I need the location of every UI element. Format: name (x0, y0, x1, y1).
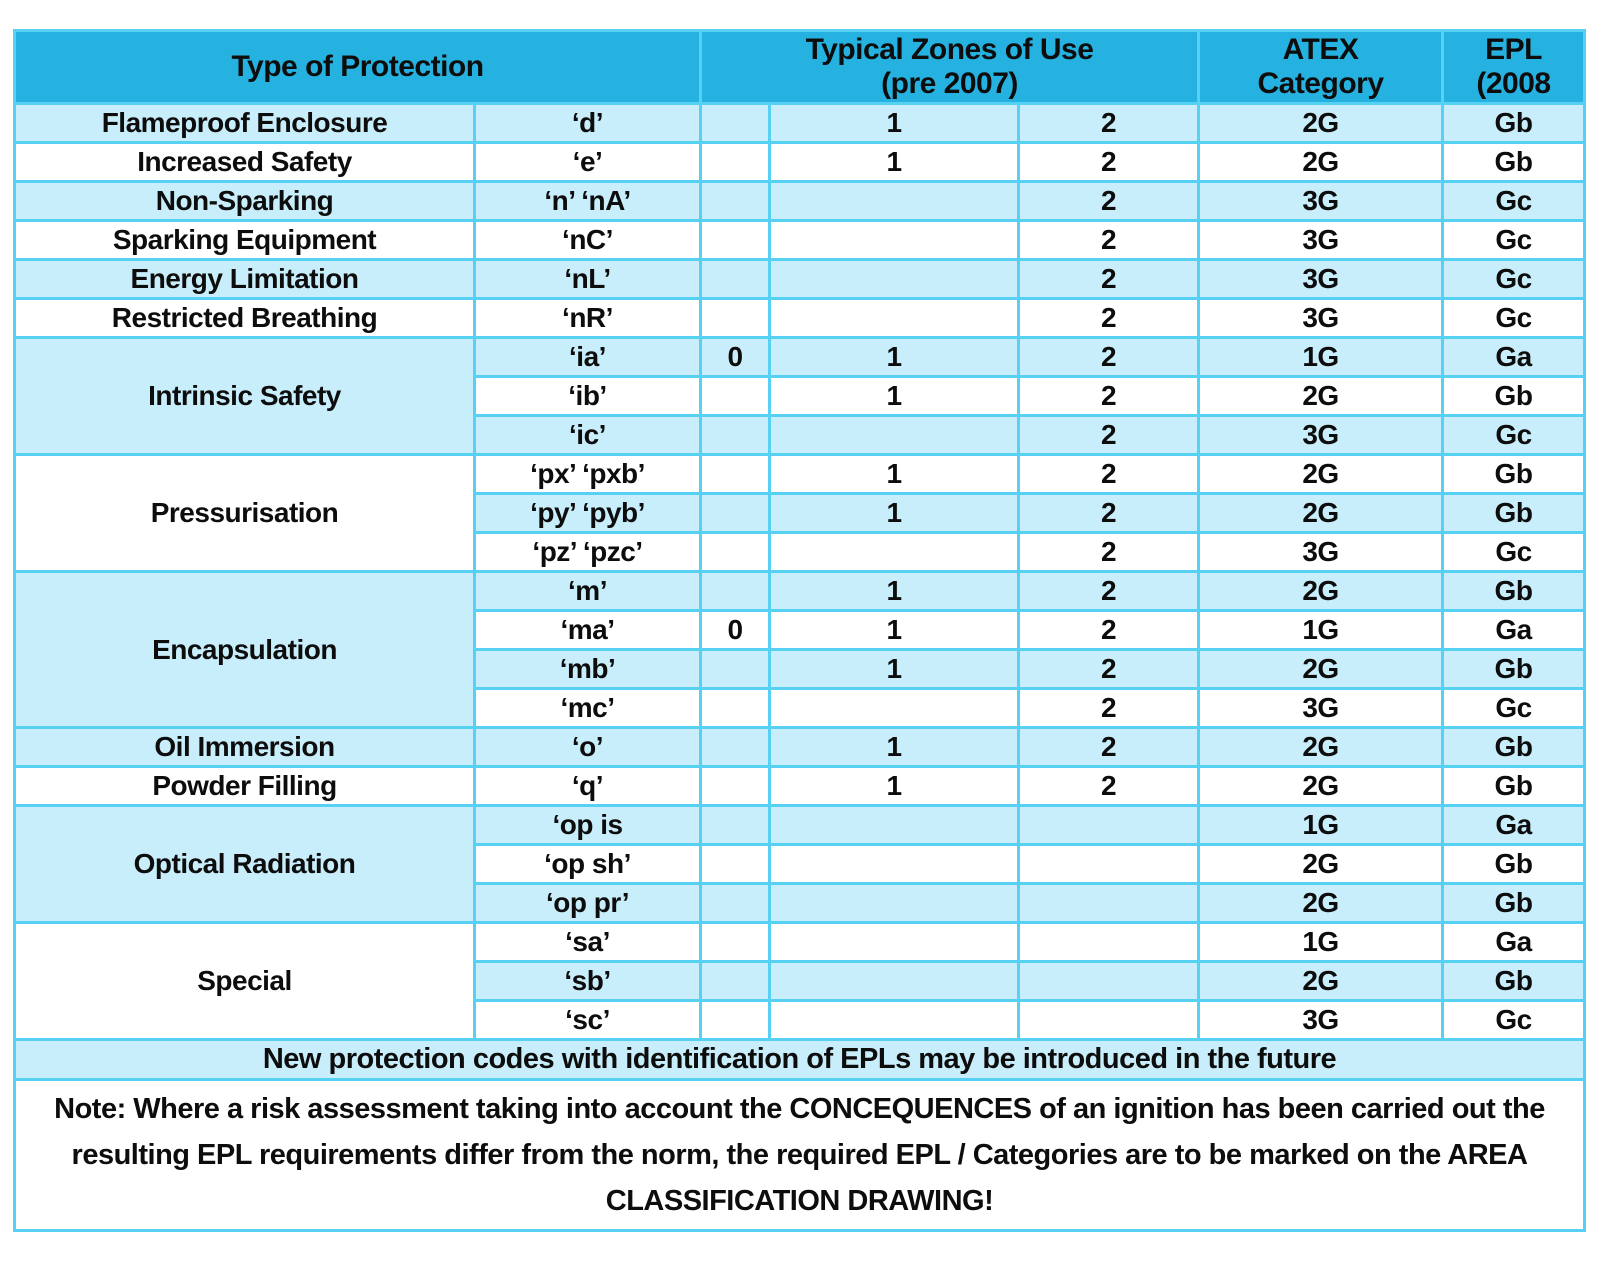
code-cell: ‘px’ ‘pxb’ (475, 455, 701, 494)
zone0-cell (701, 455, 770, 494)
header-atex-line2: Category (1257, 67, 1384, 100)
epl-cell: Ga (1443, 923, 1585, 962)
zone1-cell (770, 884, 1019, 923)
atex-category-cell: 2G (1199, 884, 1443, 923)
zone0-cell (701, 806, 770, 845)
code-cell: ‘q’ (475, 767, 701, 806)
table-row (15, 455, 1585, 494)
table-row (15, 767, 1585, 806)
type-of-protection-cell: Special (15, 923, 475, 1040)
zone1-cell (770, 689, 1019, 728)
zone2-cell (1019, 1001, 1199, 1040)
atex-category-cell: 2G (1199, 455, 1443, 494)
code-cell: ‘mb’ (475, 650, 701, 689)
zone1-cell (770, 845, 1019, 884)
zone1-cell (770, 923, 1019, 962)
zone1-cell: 1 (770, 338, 1019, 377)
code-cell: ‘ic’ (475, 416, 701, 455)
zone0-cell (701, 767, 770, 806)
zone0-cell (701, 221, 770, 260)
atex-category-cell: 3G (1199, 533, 1443, 572)
epl-cell: Gc (1443, 1001, 1585, 1040)
protection-table-body (15, 104, 1585, 1040)
zone0-cell (701, 884, 770, 923)
atex-category-cell: 3G (1199, 1001, 1443, 1040)
code-cell: ‘nR’ (475, 299, 701, 338)
epl-cell: Gb (1443, 494, 1585, 533)
epl-cell: Gc (1443, 182, 1585, 221)
code-cell: ‘nC’ (475, 221, 701, 260)
code-cell: ‘ma’ (475, 611, 701, 650)
atex-category-cell: 3G (1199, 299, 1443, 338)
header-typical-zones (701, 31, 1199, 104)
epl-cell: Gb (1443, 728, 1585, 767)
atex-category-cell: 2G (1199, 728, 1443, 767)
zone1-cell (770, 1001, 1019, 1040)
zone0-cell (701, 299, 770, 338)
epl-cell: Gc (1443, 260, 1585, 299)
epl-cell: Gb (1443, 767, 1585, 806)
epl-cell: Ga (1443, 338, 1585, 377)
type-of-protection-cell: Pressurisation (15, 455, 475, 572)
zone0-cell (701, 962, 770, 1001)
zone1-cell: 1 (770, 143, 1019, 182)
atex-category-cell: 3G (1199, 416, 1443, 455)
zone1-cell: 1 (770, 767, 1019, 806)
epl-cell: Ga (1443, 806, 1585, 845)
zone2-cell: 2 (1019, 767, 1199, 806)
code-cell: ‘op pr’ (475, 884, 701, 923)
zone0-cell (701, 416, 770, 455)
code-cell: ‘ia’ (475, 338, 701, 377)
epl-cell: Gb (1443, 884, 1585, 923)
footer-new-codes-row (15, 1040, 1585, 1080)
footer-note-line1: Note: Where a risk assessment taking into account the CONCEQUENCES of an ignition has been carried out the (54, 1093, 1545, 1125)
zone0-cell (701, 494, 770, 533)
table-row (15, 923, 1585, 962)
zone2-cell (1019, 845, 1199, 884)
zone2-cell: 2 (1019, 611, 1199, 650)
zone0-cell (701, 1001, 770, 1040)
zone1-cell (770, 533, 1019, 572)
zone2-cell (1019, 962, 1199, 1001)
atex-category-cell: 1G (1199, 923, 1443, 962)
zone2-cell: 2 (1019, 299, 1199, 338)
atex-category-cell: 3G (1199, 221, 1443, 260)
zone2-cell: 2 (1019, 728, 1199, 767)
table-row (15, 104, 1585, 143)
atex-category-cell: 2G (1199, 650, 1443, 689)
type-of-protection-cell: Restricted Breathing (15, 299, 475, 338)
header-atex-line1: ATEX (1282, 33, 1359, 66)
zone1-cell (770, 416, 1019, 455)
code-cell: ‘mc’ (475, 689, 701, 728)
zone2-cell: 2 (1019, 494, 1199, 533)
zone2-cell: 2 (1019, 221, 1199, 260)
zone2-cell: 2 (1019, 377, 1199, 416)
atex-category-cell: 3G (1199, 260, 1443, 299)
type-of-protection-cell: Flameproof Enclosure (15, 104, 475, 143)
epl-cell: Gb (1443, 572, 1585, 611)
footer-new-codes-text: New protection codes with identification of EPLs may be introduced in the future (15, 1040, 1585, 1080)
zone1-cell: 1 (770, 494, 1019, 533)
zone1-cell (770, 182, 1019, 221)
atex-category-cell: 2G (1199, 143, 1443, 182)
table-row (15, 572, 1585, 611)
code-cell: ‘m’ (475, 572, 701, 611)
type-of-protection-cell: Increased Safety (15, 143, 475, 182)
epl-cell: Gb (1443, 143, 1585, 182)
zone0-cell (701, 533, 770, 572)
header-epl (1443, 31, 1585, 104)
zone2-cell: 2 (1019, 533, 1199, 572)
zone0-cell: 0 (701, 338, 770, 377)
zone2-cell: 2 (1019, 572, 1199, 611)
zone2-cell (1019, 884, 1199, 923)
footer-note-cell (15, 1080, 1585, 1231)
table-row (15, 143, 1585, 182)
zone1-cell (770, 260, 1019, 299)
footer-note-line3: CLASSIFICATION DRAWING! (605, 1185, 994, 1217)
zone0-cell (701, 143, 770, 182)
table-row (15, 182, 1585, 221)
zone2-cell: 2 (1019, 689, 1199, 728)
code-cell: ‘py’ ‘pyb’ (475, 494, 701, 533)
zone2-cell (1019, 806, 1199, 845)
zone2-cell: 2 (1019, 455, 1199, 494)
epl-cell: Gb (1443, 962, 1585, 1001)
zone0-cell (701, 923, 770, 962)
atex-category-cell: 2G (1199, 845, 1443, 884)
type-of-protection-cell: Oil Immersion (15, 728, 475, 767)
table-row (15, 260, 1585, 299)
code-cell: ‘d’ (475, 104, 701, 143)
atex-category-cell: 1G (1199, 338, 1443, 377)
header-atex-category (1199, 31, 1443, 104)
table-row (15, 299, 1585, 338)
header-type-of-protection (15, 31, 701, 104)
zone2-cell: 2 (1019, 416, 1199, 455)
zone1-cell (770, 221, 1019, 260)
zone2-cell: 2 (1019, 104, 1199, 143)
zone0-cell (701, 260, 770, 299)
epl-cell: Gc (1443, 221, 1585, 260)
type-of-protection-cell: Powder Filling (15, 767, 475, 806)
header-row (15, 31, 1585, 104)
code-cell: ‘sa’ (475, 923, 701, 962)
protection-table (13, 29, 1586, 1232)
header-type-of-protection-label: Type of Protection (231, 50, 484, 83)
zone1-cell: 1 (770, 377, 1019, 416)
code-cell: ‘n’ ‘nA’ (475, 182, 701, 221)
footer-note-row (15, 1080, 1585, 1231)
zone1-cell: 1 (770, 611, 1019, 650)
header-typical-zones-line2: (pre 2007) (881, 67, 1018, 100)
type-of-protection-cell: Sparking Equipment (15, 221, 475, 260)
epl-cell: Gc (1443, 689, 1585, 728)
code-cell: ‘nL’ (475, 260, 701, 299)
code-cell: ‘e’ (475, 143, 701, 182)
zone1-cell (770, 299, 1019, 338)
atex-category-cell: 2G (1199, 962, 1443, 1001)
table-row (15, 728, 1585, 767)
code-cell: ‘sb’ (475, 962, 701, 1001)
atex-category-cell: 3G (1199, 689, 1443, 728)
epl-cell: Gb (1443, 650, 1585, 689)
epl-cell: Gc (1443, 533, 1585, 572)
atex-category-cell: 2G (1199, 104, 1443, 143)
table-row (15, 221, 1585, 260)
zone0-cell (701, 182, 770, 221)
zone2-cell: 2 (1019, 650, 1199, 689)
code-cell: ‘op sh’ (475, 845, 701, 884)
zone0-cell (701, 689, 770, 728)
epl-cell: Gb (1443, 455, 1585, 494)
zone1-cell: 1 (770, 455, 1019, 494)
zone2-cell (1019, 923, 1199, 962)
atex-category-cell: 2G (1199, 767, 1443, 806)
atex-category-cell: 2G (1199, 377, 1443, 416)
code-cell: ‘pz’ ‘pzc’ (475, 533, 701, 572)
type-of-protection-cell: Encapsulation (15, 572, 475, 728)
table-row (15, 806, 1585, 845)
atex-category-cell: 1G (1199, 806, 1443, 845)
zone0-cell (701, 728, 770, 767)
zone0-cell: 0 (701, 611, 770, 650)
atex-category-cell: 3G (1199, 182, 1443, 221)
epl-cell: Gb (1443, 845, 1585, 884)
zone0-cell (701, 104, 770, 143)
zone0-cell (701, 572, 770, 611)
type-of-protection-cell: Intrinsic Safety (15, 338, 475, 455)
type-of-protection-cell: Energy Limitation (15, 260, 475, 299)
zone1-cell (770, 806, 1019, 845)
zone2-cell: 2 (1019, 143, 1199, 182)
zone2-cell: 2 (1019, 338, 1199, 377)
zone0-cell (701, 650, 770, 689)
epl-cell: Gb (1443, 104, 1585, 143)
atex-category-cell: 1G (1199, 611, 1443, 650)
code-cell: ‘o’ (475, 728, 701, 767)
zone1-cell (770, 962, 1019, 1001)
header-epl-line2: (2008 (1476, 67, 1551, 100)
zone1-cell: 1 (770, 728, 1019, 767)
code-cell: ‘ib’ (475, 377, 701, 416)
zone2-cell: 2 (1019, 182, 1199, 221)
type-of-protection-cell: Optical Radiation (15, 806, 475, 923)
epl-cell: Gc (1443, 299, 1585, 338)
atex-category-cell: 2G (1199, 572, 1443, 611)
zone0-cell (701, 845, 770, 884)
zone1-cell: 1 (770, 104, 1019, 143)
zone1-cell: 1 (770, 572, 1019, 611)
atex-category-cell: 2G (1199, 494, 1443, 533)
epl-cell: Ga (1443, 611, 1585, 650)
header-typical-zones-line1: Typical Zones of Use (805, 33, 1094, 66)
zone0-cell (701, 377, 770, 416)
type-of-protection-cell: Non-Sparking (15, 182, 475, 221)
zone1-cell: 1 (770, 650, 1019, 689)
table-row (15, 338, 1585, 377)
header-epl-line1: EPL (1485, 33, 1542, 66)
footer-note-line2: resulting EPL requirements differ from the norm, the required EPL / Categories are to be marked on the AREA (71, 1139, 1528, 1171)
epl-cell: Gb (1443, 377, 1585, 416)
zone2-cell: 2 (1019, 260, 1199, 299)
epl-cell: Gc (1443, 416, 1585, 455)
code-cell: ‘sc’ (475, 1001, 701, 1040)
code-cell: ‘op is (475, 806, 701, 845)
